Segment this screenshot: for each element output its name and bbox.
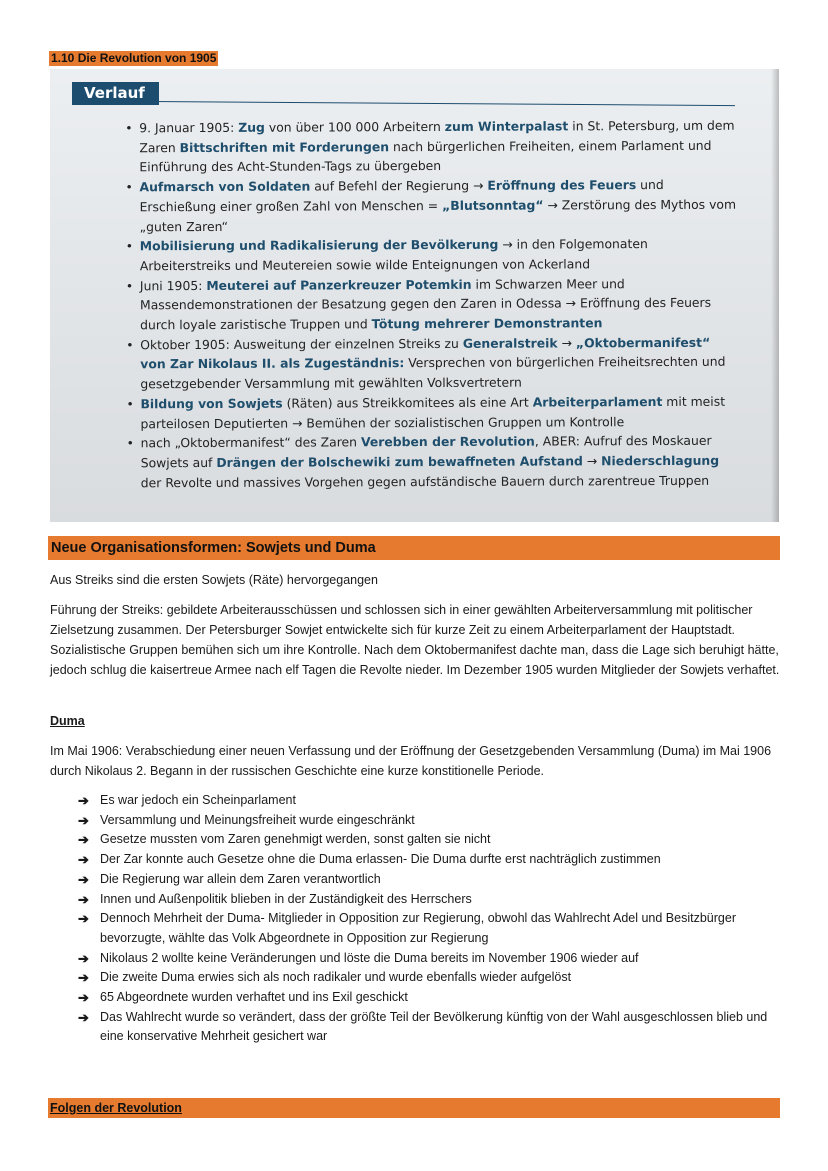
page-title: 1.10 Die Revolution von 1905 bbox=[51, 51, 217, 65]
textbook-bullet-list bbox=[125, 116, 739, 493]
textbook-bullet bbox=[125, 175, 737, 237]
arrow-right-icon: ➔ bbox=[78, 871, 89, 887]
bullet-text: Oktober 1905: Ausweitung der einzelnen Streiks zu bbox=[140, 335, 463, 353]
bullet-text: (Räten) aus Streikkomitees als eine Art bbox=[282, 394, 533, 411]
bullet-text: in St. Petersburg, um dem Zaren bbox=[139, 117, 735, 155]
arrow-right-icon: ➔ bbox=[78, 832, 89, 848]
duma-point bbox=[78, 1008, 768, 1047]
verlauf-divider bbox=[150, 101, 735, 106]
bullet-text: von über 100 000 Arbeitern bbox=[264, 118, 445, 135]
bullet-text: 9. Januar 1905: bbox=[139, 119, 239, 136]
duma-point bbox=[78, 811, 768, 831]
bullet-text: auf Befehl der Regierung → bbox=[310, 177, 488, 194]
duma-point-text: Versammlung und Meinungsfreiheit wurde eingeschränkt bbox=[100, 812, 415, 827]
textbook-bullet bbox=[126, 234, 738, 276]
duma-point-text: Innen und Außenpolitik blieben in der Zuständigkeit des Herrschers bbox=[100, 891, 472, 906]
duma-point-text: Die Regierung war allein dem Zaren verantwortlich bbox=[100, 871, 381, 886]
bullet-text: nach bürgerlichen Freiheiten, einem Parlament und Einführung des Acht-Stunden-Tags zu übergeben bbox=[139, 137, 712, 175]
highlight-term: „Oktobermanifest“ von Zar Nikolaus II. als Zugeständnis: bbox=[140, 334, 711, 372]
highlight-term: Tötung mehrerer Demonstranten bbox=[371, 315, 603, 332]
highlight-term: Aufmarsch von Soldaten bbox=[139, 178, 311, 195]
textbook-bullet bbox=[127, 431, 739, 493]
duma-point bbox=[78, 909, 768, 948]
highlight-term: Generalstreik bbox=[462, 335, 558, 351]
bullet-text: und Erschießung einer großen Zahl von Menschen = bbox=[139, 177, 664, 215]
arrow-right-icon: ➔ bbox=[78, 990, 89, 1006]
highlight-term: Verebben der Revolution bbox=[360, 433, 535, 450]
highlight-term: Eröffnung des Feuers bbox=[487, 177, 637, 193]
highlight-term: Zug bbox=[238, 119, 265, 135]
bullet-text: im Schwarzen Meer und Massendemonstrationen der Besatzung gegen den Zaren in Odessa → Eröffnung des Feuers durch loyale zaristische Truppen und bbox=[139, 275, 712, 333]
paragraph-strike-leadership: Führung der Streiks: gebildete Arbeiterausschüssen und schlossen sich in einer gewählten Arbeiterversammlung mit politischer Zielsetzung zusammen. Der Petersburger Sowjet entwickelte sich für kurze Zeit zu einem Arbeiterparlament der Hauptstadt. Sozialistische Gruppen bemühen sich um ihre Kontrolle. Nach dem Oktobermanifest dachte man, dass die Lage sich beruhigt hätte, jedoch schlug die kaisertreue Armee nach elf Tagen die Revolte nieder. Im Dezember 1905 wurden Mitglieder der Sowjets verhaftet. bbox=[50, 603, 780, 677]
arrow-right-icon: ➔ bbox=[78, 911, 89, 927]
section-title-sowjets-duma: Neue Organisationsformen: Sowjets und Duma bbox=[48, 536, 780, 560]
textbook-bullet bbox=[126, 273, 738, 335]
bullet-text: → bbox=[582, 453, 602, 469]
duma-points-list bbox=[78, 791, 768, 1047]
textbook-photo bbox=[50, 69, 779, 522]
duma-point-text: Dennoch Mehrheit der Duma- Mitglieder in Opposition zur Regierung, obwohl das Wahlrecht Adel und Besitzbürger bevorzugte, wählte das Volk Abgeordnete in Opposition zur Regierung bbox=[100, 911, 736, 945]
duma-point bbox=[78, 791, 768, 811]
duma-point bbox=[78, 949, 768, 969]
highlight-term: „Blutsonntag“ bbox=[442, 197, 544, 213]
arrow-right-icon: ➔ bbox=[78, 950, 89, 966]
highlight-term: Arbeiterparlament bbox=[532, 393, 663, 410]
textbook-bullet bbox=[126, 332, 738, 394]
duma-point bbox=[78, 968, 768, 988]
section-title-folgen: Folgen der Revolution bbox=[48, 1098, 780, 1118]
highlight-term: Meuterei auf Panzerkreuzer Potemkin bbox=[206, 276, 472, 293]
duma-point bbox=[78, 850, 768, 870]
arrow-right-icon: ➔ bbox=[78, 852, 89, 868]
paragraph-duma-intro: Im Mai 1906: Verabschiedung einer neuen Verfassung und der Eröffnung der Gesetzgebenden Versammlung (Duma) im Mai 1906 durch Nikolaus 2. Begann in der russischen Geschichte eine kurze konstitionelle Periode. bbox=[50, 744, 772, 778]
duma-point-text: Es war jedoch ein Scheinparlament bbox=[100, 793, 296, 807]
arrow-right-icon: ➔ bbox=[78, 970, 89, 986]
arrow-right-icon: ➔ bbox=[78, 793, 89, 808]
duma-point-text: Gesetze mussten vom Zaren genehmigt werden, sonst galten sie nicht bbox=[100, 832, 491, 847]
bullet-text: Juni 1905: bbox=[139, 277, 207, 293]
arrow-right-icon: ➔ bbox=[78, 1009, 89, 1025]
bullet-text: , ABER: Aufruf des Moskauer Sowjets auf bbox=[140, 433, 712, 471]
textbook-bullet bbox=[126, 392, 738, 434]
verlauf-label: Verlauf bbox=[72, 82, 159, 105]
bullet-text: → bbox=[557, 335, 576, 351]
highlight-term: Drängen der Bolschewiki zum bewaffneten Aufstand bbox=[216, 453, 583, 470]
paragraph-sowjets-origin: Aus Streiks sind die ersten Sowjets (Räte) hervorgegangen bbox=[50, 573, 378, 587]
duma-point-text: Nikolaus 2 wollte keine Veränderungen und löste die Duma bereits im November 1906 wieder auf bbox=[100, 950, 639, 965]
duma-point bbox=[78, 830, 768, 850]
bullet-text: → in den Folgemonaten Arbeiterstreiks und Meutereien sowie wilde Enteignungen von Ackerland bbox=[139, 236, 648, 274]
duma-heading: Duma bbox=[50, 714, 85, 728]
highlight-term: Niederschlagung bbox=[601, 452, 720, 469]
highlight-term: Bildung von Sowjets bbox=[140, 395, 283, 412]
arrow-right-icon: ➔ bbox=[78, 891, 89, 907]
textbook-bullet bbox=[125, 116, 737, 178]
duma-point-text: Das Wahlrecht wurde so verändert, dass der größte Teil der Bevölkerung künftig von der Wahl ausgeschlossen blieb und eine konservative Mehrheit gesichert war bbox=[100, 1009, 768, 1044]
bullet-text: Versprechen von bürgerlichen Freiheitsrechten und gesetzgebender Versammlung mit gewählten Volksvertretern bbox=[140, 354, 726, 392]
highlight-term: zum Winterpalast bbox=[444, 118, 569, 134]
duma-point bbox=[78, 988, 768, 1008]
duma-point-text: Der Zar konnte auch Gesetze ohne die Duma erlassen- Die Duma durfte erst nachträglich zustimmen bbox=[100, 852, 661, 867]
highlight-term: Bittschriften mit Forderungen bbox=[179, 138, 390, 155]
arrow-right-icon: ➔ bbox=[78, 812, 89, 828]
bullet-text: mit meist parteilosen Deputierten → Bemühen der sozialistischen Gruppen um Kontrolle bbox=[140, 393, 726, 431]
duma-point bbox=[78, 870, 768, 890]
highlight-term: Mobilisierung und Radikalisierung der Bevölkerung bbox=[139, 236, 499, 254]
bullet-text: nach „Oktobermanifest“ des Zaren bbox=[140, 434, 361, 451]
duma-point bbox=[78, 890, 768, 910]
bullet-text: → Zerstörung des Mythos vom „guten Zaren“ bbox=[139, 196, 737, 234]
bullet-text: der Revolte und massives Vorgehen gegen aufständische Bauern durch zarentreue Truppen bbox=[140, 472, 710, 490]
duma-point-text: 65 Abgeordnete wurden verhaftet und ins Exil geschickt bbox=[100, 990, 408, 1005]
duma-point-text: Die zweite Duma erwies sich als noch radikaler und wurde ebenfalls wieder aufgelöst bbox=[100, 970, 572, 985]
